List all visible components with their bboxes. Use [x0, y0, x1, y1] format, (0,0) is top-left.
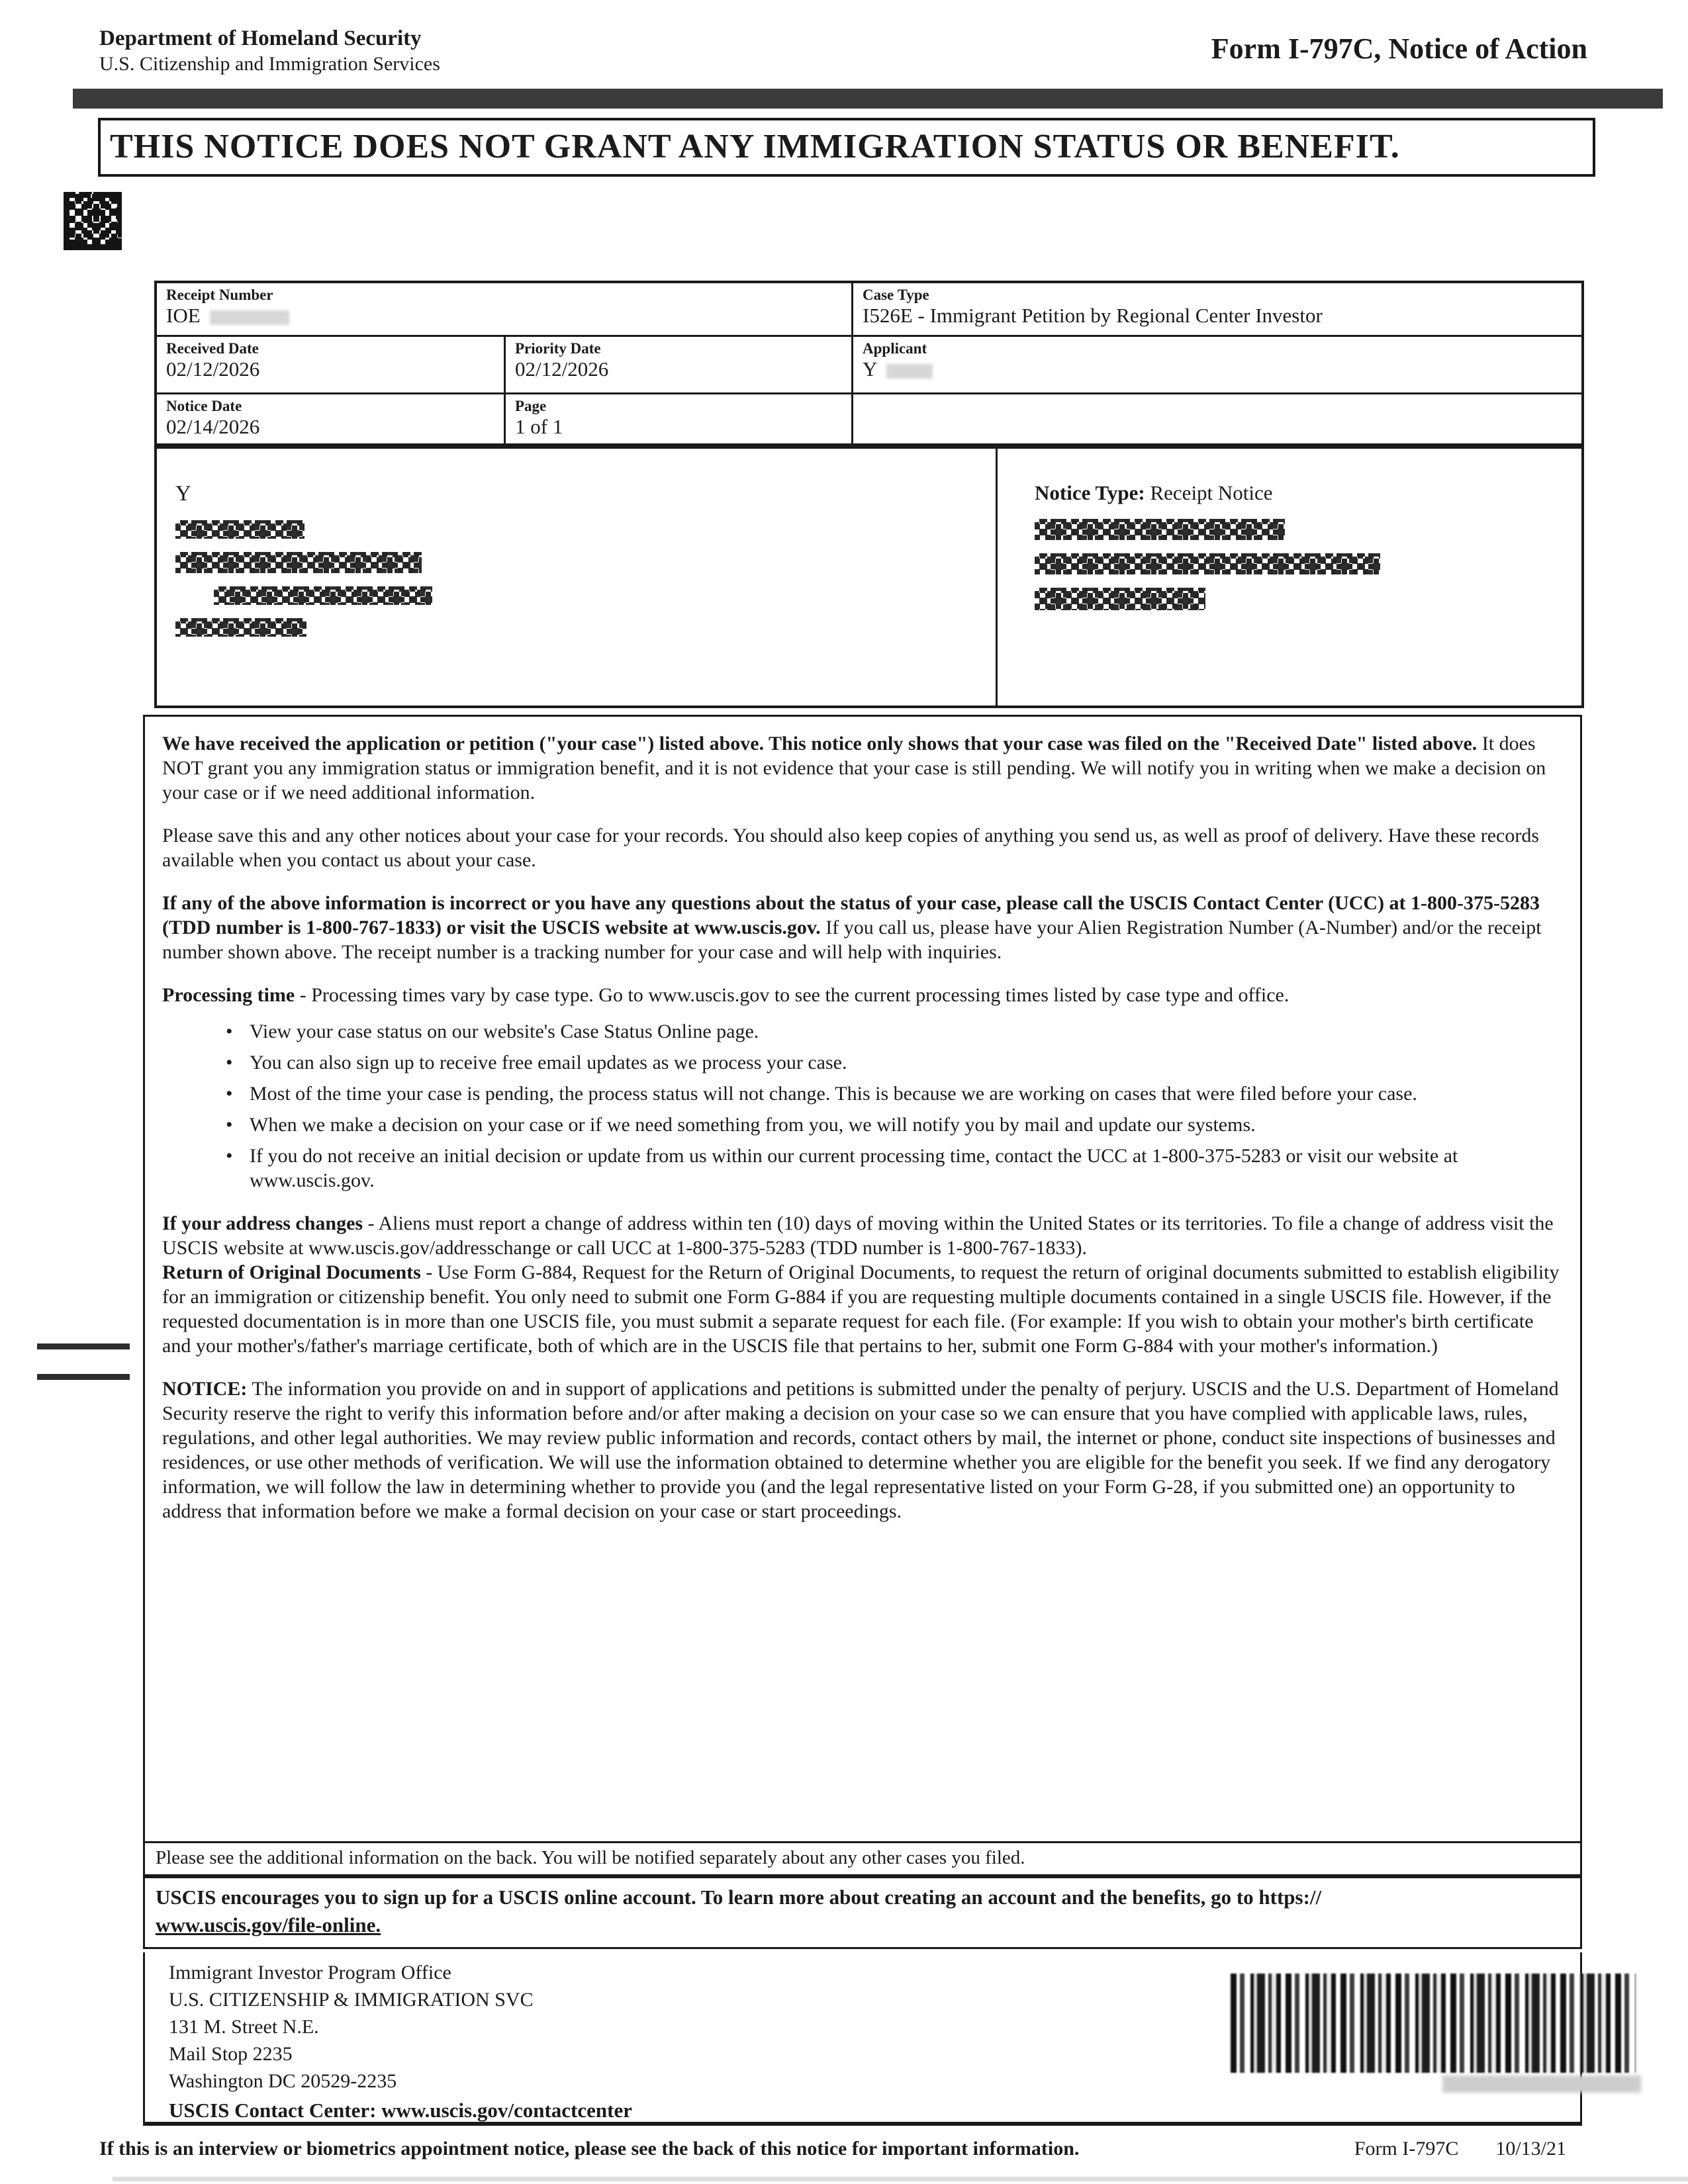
- paragraph-save-notices: Please save this and any other notices about your case for your records. You should also keep copies of anything you send us, as well as proof of delivery. Have these records available when you contact us about your case.: [162, 825, 1540, 871]
- redacted-address-line: [175, 618, 306, 637]
- paragraph-processing-time: [162, 983, 1563, 1007]
- notice-type-line: [1035, 480, 1581, 506]
- notice-type-value: Receipt Notice: [1145, 481, 1273, 504]
- back-information-note: Please see the additional information on the back. You will be notified separately about any other cases you filed.: [143, 1841, 1582, 1876]
- form-reference: [1354, 2138, 1566, 2160]
- case-type-label: Case Type: [863, 287, 929, 303]
- applicant-cell: [853, 337, 1581, 392]
- processing-bullet-list: [162, 1019, 1563, 1193]
- paragraph-received: [162, 731, 1563, 805]
- paragraph-contact-rest: If you call us, please have your Alien Registration Number (A-Number) and/or the receipt number shown above. The receipt number is a tracking number for your case and will help with inquiries.: [162, 917, 1542, 963]
- processing-time-bold: Processing time: [162, 984, 295, 1006]
- office-name: Immigrant Investor Program Office: [169, 1962, 451, 1983]
- online-account-text: USCIS encourages you to sign up for a USCIS online account. To learn more about creating an account and the benefits, go to https://: [156, 1886, 1322, 1909]
- notice-date-cell: [157, 394, 506, 443]
- address-changes-rest: - Aliens must report a change of address within ten (10) days of moving within the United States or its territories. To file a change of address visit the USCIS website at www.uscis.gov/addresschange or call UCC at 1-800-375-5283 (TDD number is 1-800-767-1833).: [162, 1212, 1554, 1259]
- online-account-url: www.uscis.gov/file-online.: [156, 1913, 381, 1936]
- footnote-row: [99, 2138, 1566, 2160]
- addressee-section: [154, 446, 1584, 708]
- perjury-notice-rest: The information you provide on and in support of applications and petitions is submitted under the penalty of perjury. USCIS and the U.S. Department of Homeland Security reserve the right to verify this information before and/or after making a decision on your case so we can ensure that you have complied with applicable laws, rules, regulations, and other legal authorities. We may review public information and records, contact others by mail, the internet or phone, conduct site inspections of businesses and residences, or use other methods of verification. We will use the information obtained to determine whether you are eligible for the benefit you seek. If we find any derogatory information, we will follow the law in determining whether to provide you (and the legal representative listed on your Form G-28, if you submitted one) an opportunity to address that information before we make a formal decision on your case or start proceedings.: [162, 1378, 1559, 1522]
- received-date-cell: [157, 337, 506, 392]
- redacted-address-line: [175, 552, 422, 573]
- paragraph-received-rest: It does NOT grant you any immigration status or immigration benefit, and it is not evidence that your case is still pending. We will notify you in writing when we make a decision on your case or if we need additional information.: [162, 733, 1546, 803]
- agency-subname: U.S. Citizenship and Immigration Services: [99, 53, 440, 75]
- paragraph-received-bold: We have received the application or petition ("your case") listed above. This notice only shows that your case was filed on the "Received Date" listed above.: [162, 733, 1477, 754]
- list-item: • If you do not receive an initial decision or update from us within our current processing time, contact the UCC at 1-800-375-5283 or visit our website at www.uscis.gov.: [226, 1144, 1563, 1193]
- no-benefit-banner: THIS NOTICE DOES NOT GRANT ANY IMMIGRATION STATUS OR BENEFIT.: [98, 118, 1595, 177]
- case-type-cell: [853, 283, 1581, 335]
- table-row: [157, 337, 1581, 394]
- header-divider-bar: [73, 89, 1663, 109]
- return-documents-bold: Return of Original Documents: [162, 1261, 421, 1283]
- page-value: 1 of 1: [515, 415, 563, 438]
- list-item: • View your case status on our website's Case Status Online page.: [226, 1019, 1563, 1044]
- addressee-name: Y: [175, 482, 191, 506]
- redacted-notice-line: [1035, 553, 1380, 574]
- paragraph-perjury-notice: [162, 1377, 1563, 1524]
- revision-date: 10/13/21: [1495, 2138, 1566, 2160]
- page-cell: [506, 394, 853, 443]
- perjury-notice-bold: NOTICE:: [162, 1378, 248, 1400]
- applicant-label: Applicant: [863, 340, 927, 357]
- redaction-smudge: [886, 364, 933, 379]
- address-changes-bold: If your address changes: [162, 1212, 363, 1234]
- paragraph-address-changes: [162, 1211, 1563, 1260]
- issuing-office-block: [143, 1952, 1582, 2126]
- received-date-value: 02/12/2026: [166, 357, 260, 381]
- list-item: • When we make a decision on your case or if we need something from you, we will notify you by mail and update our systems.: [226, 1113, 1563, 1137]
- priority-date-label: Priority Date: [515, 340, 601, 357]
- received-date-label: Received Date: [166, 340, 259, 357]
- notice-type-label: Notice Type:: [1035, 481, 1145, 504]
- notice-date-label: Notice Date: [166, 398, 242, 414]
- redacted-address-line: [214, 586, 432, 605]
- table-row: [157, 283, 1581, 337]
- processing-time-rest: - Processing times vary by case type. Go to www.uscis.gov to see the current processing times listed by case type and office.: [295, 984, 1289, 1006]
- mailing-barcode: [1231, 1974, 1636, 2073]
- online-account-note: [143, 1876, 1582, 1949]
- scan-edge-artifact: [113, 2177, 1688, 2181]
- priority-date-value: 02/12/2026: [515, 357, 609, 381]
- redacted-notice-line: [1035, 519, 1285, 540]
- paragraph-return-documents: [162, 1260, 1563, 1358]
- office-street: 131 M. Street N.E.: [169, 2016, 319, 2038]
- applicant-text: Y: [863, 357, 878, 381]
- notice-type-block: [996, 449, 1581, 705]
- page-label: Page: [515, 398, 547, 414]
- applicant-value: [863, 357, 1581, 381]
- interview-footnote: If this is an interview or biometrics appointment notice, please see the back of this notice for important information.: [99, 2138, 1080, 2160]
- receipt-number-text: IOE: [166, 304, 201, 327]
- form-title: Form I-797C, Notice of Action: [1211, 32, 1587, 65]
- receipt-number-cell: [157, 283, 853, 335]
- redacted-notice-line: [1035, 588, 1205, 610]
- redaction-smudge: [210, 310, 289, 325]
- list-item: • Most of the time your case is pending, the process status will not change. This is because we are working on cases that were filed before your case.: [226, 1081, 1563, 1106]
- priority-date-cell: [506, 337, 853, 392]
- case-data-table: [154, 281, 1584, 446]
- addressee-block: [157, 449, 996, 705]
- office-agency: U.S. CITIZENSHIP & IMMIGRATION SVC: [169, 1989, 534, 2011]
- margin-pen-mark: [37, 1374, 130, 1380]
- empty-cell: [853, 394, 1581, 443]
- receipt-number-label: Receipt Number: [166, 287, 273, 303]
- notice-body: [143, 715, 1582, 1843]
- list-item: • You can also sign up to receive free email updates as we process your case.: [226, 1050, 1563, 1075]
- paragraph-contact-bold: If any of the above information is incorrect or you have any questions about the status of your case, please call the USCIS Contact Center (UCC) at 1-800-375-5283 (TDD number is 1-800-767-1833) or visit the USCIS website at www.uscis.gov.: [162, 892, 1540, 938]
- barcode-smudge: [1442, 2075, 1641, 2093]
- paragraph-contact-center: [162, 891, 1563, 964]
- contact-center-line: USCIS Contact Center: www.uscis.gov/contactcenter: [169, 2099, 632, 2122]
- case-type-value: I526E - Immigrant Petition by Regional Center Investor: [863, 304, 1323, 327]
- agency-header: [99, 25, 440, 77]
- datamatrix-barcode-icon: [64, 192, 122, 250]
- return-documents-rest: - Use Form G-884, Request for the Return of Original Documents, to request the return of original documents submitted to establish eligibility for an immigration or citizenship benefit. You only need to submit one Form G-884 if you are requesting multiple documents contained in a single USCIS file. However, if the requested documentation is in more than one USCIS file, you must submit a separate request for each file. (For example: If you wish to obtain your mother's birth certificate and your mother's/father's marriage certificate, both of which are in the USCIS file that pertains to her, submit one Form G-884 with your mother's information.): [162, 1261, 1560, 1357]
- office-city: Washington DC 20529-2235: [169, 2070, 397, 2092]
- receipt-number-value: [166, 304, 851, 328]
- office-mailstop: Mail Stop 2235: [169, 2043, 293, 2065]
- margin-pen-mark: [37, 1343, 130, 1349]
- notice-date-value: 02/14/2026: [166, 415, 260, 438]
- agency-name: Department of Homeland Security: [99, 26, 422, 50]
- table-row: [157, 394, 1581, 443]
- redacted-address-line: [175, 520, 305, 539]
- form-number: Form I-797C: [1354, 2138, 1459, 2160]
